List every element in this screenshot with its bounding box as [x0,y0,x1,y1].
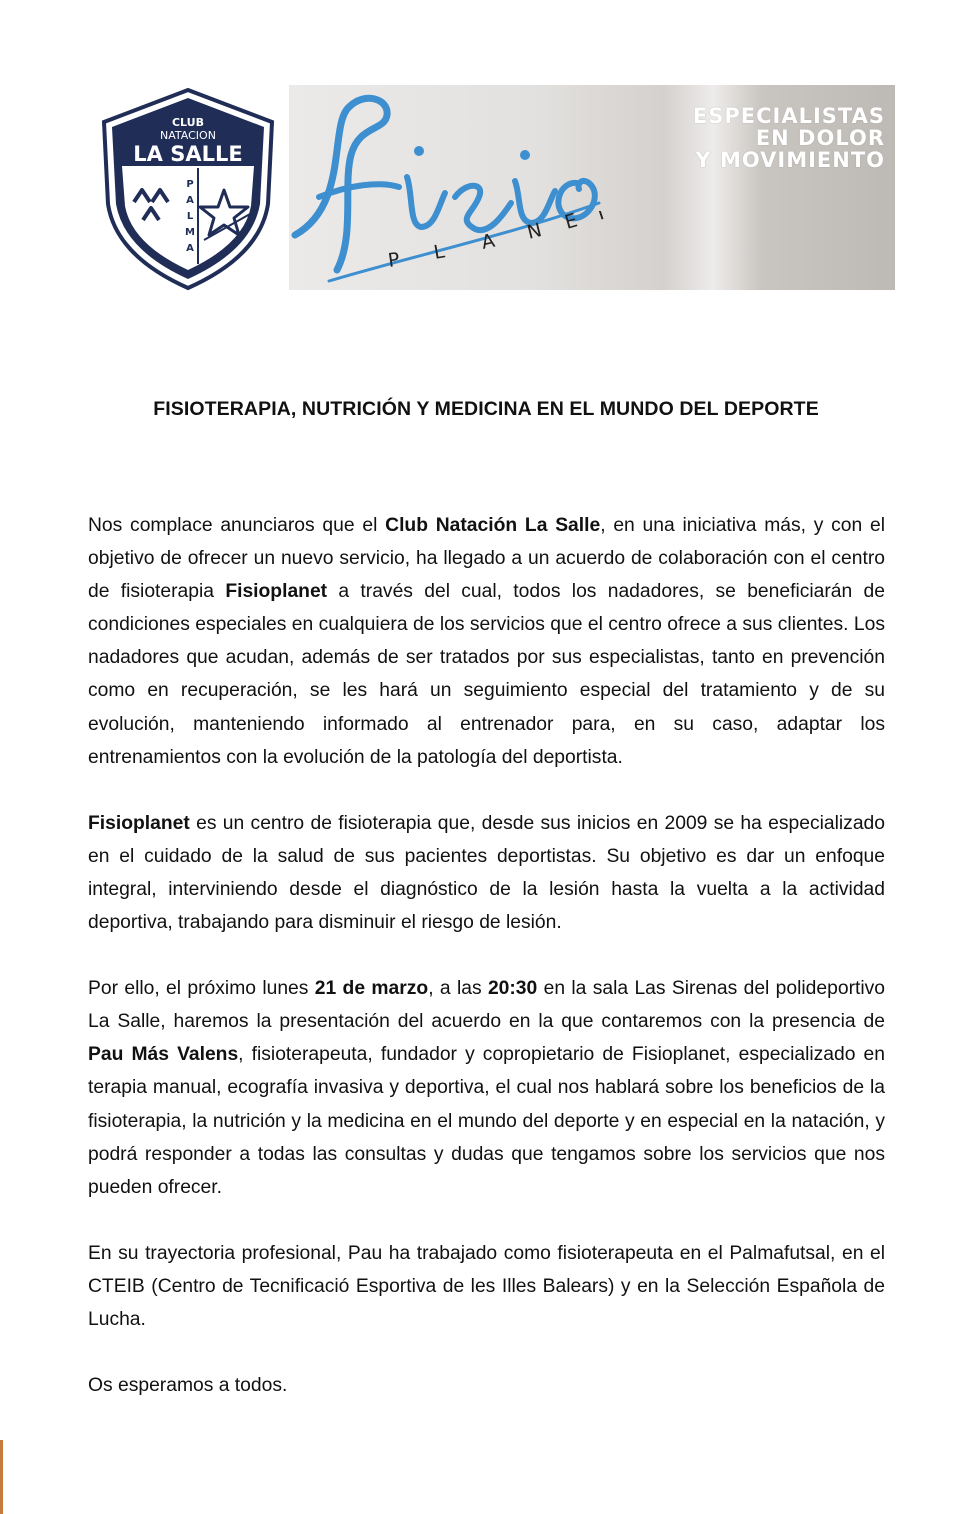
planet-letter-1: P [386,248,402,271]
slogan-line-2: EN DOLOR [755,126,885,150]
paragraph-event-details [88,972,885,1204]
paragraph-career [88,1237,885,1336]
text-run: , a las [428,978,488,1000]
club-natacion-la-salle-logo [100,86,276,292]
paragraph-closing [88,1369,885,1402]
text-run: En su trayectoria profesional, Pau ha trabajado como fisioterapeuta en el Palmafutsal, en el CTEIB (Centro de Tecnificació Esportiva de les Illes Balears) y en la Selección Española de Lucha. [88,1242,885,1330]
bold-text-run: 20:30 [487,978,538,1000]
paragraph-about-fisioplanet [88,807,885,939]
club-name-text: LA SALLE [133,142,243,166]
club-arc-text: CLUB [171,116,205,129]
text-run: Por ello, el próximo lunes [88,978,315,1000]
club-side-letter-1: P [186,179,194,190]
document-title: FISIOTERAPIA, NUTRICIÓN Y MEDICINA EN EL MUNDO DEL DEPORTE [153,398,819,420]
bold-text-run: Fisioplanet [225,581,328,603]
club-side-letter-2: A [186,195,194,206]
planet-letter-4: N [524,219,545,244]
planet-letter-5: E [562,211,580,234]
text-run: es un centro de fisioterapia que, desde sus inicios en 2009 se ha especializado en el cuidado de la salud de sus pacientes deportistas. Su objetivo es dar un enfoque integral, interviniendo desde el diagnóstico de la lesión hasta la vuelta a la actividad deportiva, trabajando para disminuir el riesgo de lesión. [88,812,885,934]
bold-text-run: Fisioplanet [88,812,190,834]
text-run: , fisioterapeuta, fundador y copropietario de Fisioplanet, especializado en terapia manual, ecografía invasiva y deportiva, el cual nos hablará sobre los beneficios de la fisioterapia, la nutrición y la medicina en el mundo del deporte y en especial en la natación, y podrá responder a todas las consultas y dudas que tengamos sobre los servicios que nos pueden ofrecer. [88,1044,885,1198]
text-run: Os esperamos a todos. [88,1375,288,1397]
fisioplanet-banner [289,85,895,290]
planet-letter-2: L [432,240,447,264]
club-side-letter-3: L [186,211,194,222]
text-run: Nos complace anunciaros que el [88,515,386,536]
planet-letter-6: T [591,211,610,226]
bold-text-run: 21 de marzo [314,978,429,1000]
paragraph-announcement [88,509,885,774]
planet-wordmark [385,211,615,271]
slogan-line-3: Y MOVIMIENTO [695,148,885,172]
bold-text-run: Club Natación La Salle [385,515,601,536]
club-side-letter-4: M [185,227,195,238]
slogan-line-1: ESPECIALISTAS [692,104,885,128]
planet-letter-3: A [479,229,497,254]
page-edge-marker [0,1440,3,1514]
text-run: , en una iniciativa más, y con el objetivo de ofrecer un nuevo servicio, ha llegado a un acuerdo de colaboración con el centro de fisioterapia [88,515,885,603]
text-run: a través del cual, todos los nadadores, se beneficiarán de condiciones especiales en cualquiera de los servicios que el centro ofrece a sus clientes. Los nadadores que acudan, además de ser tratados por sus especialistas, tanto en prevención como en recuperación, se les hará un seguimiento especial del tratamiento y de su evolución, manteniendo informado al entrenador para, en su caso, adaptar los entrenamientos con la evolución de la patología del deportista. [88,581,885,768]
club-sub-text: NATACION [160,129,216,142]
club-side-letter-5: A [186,243,194,254]
bold-text-run: Pau Más Valens [88,1044,239,1066]
text-run: en la sala Las Sirenas del polideportivo La Salle, haremos la presentación del acuerdo en la que contaremos con la presencia de [88,978,885,1033]
document-body [88,509,885,1435]
banner-slogan [625,105,885,171]
